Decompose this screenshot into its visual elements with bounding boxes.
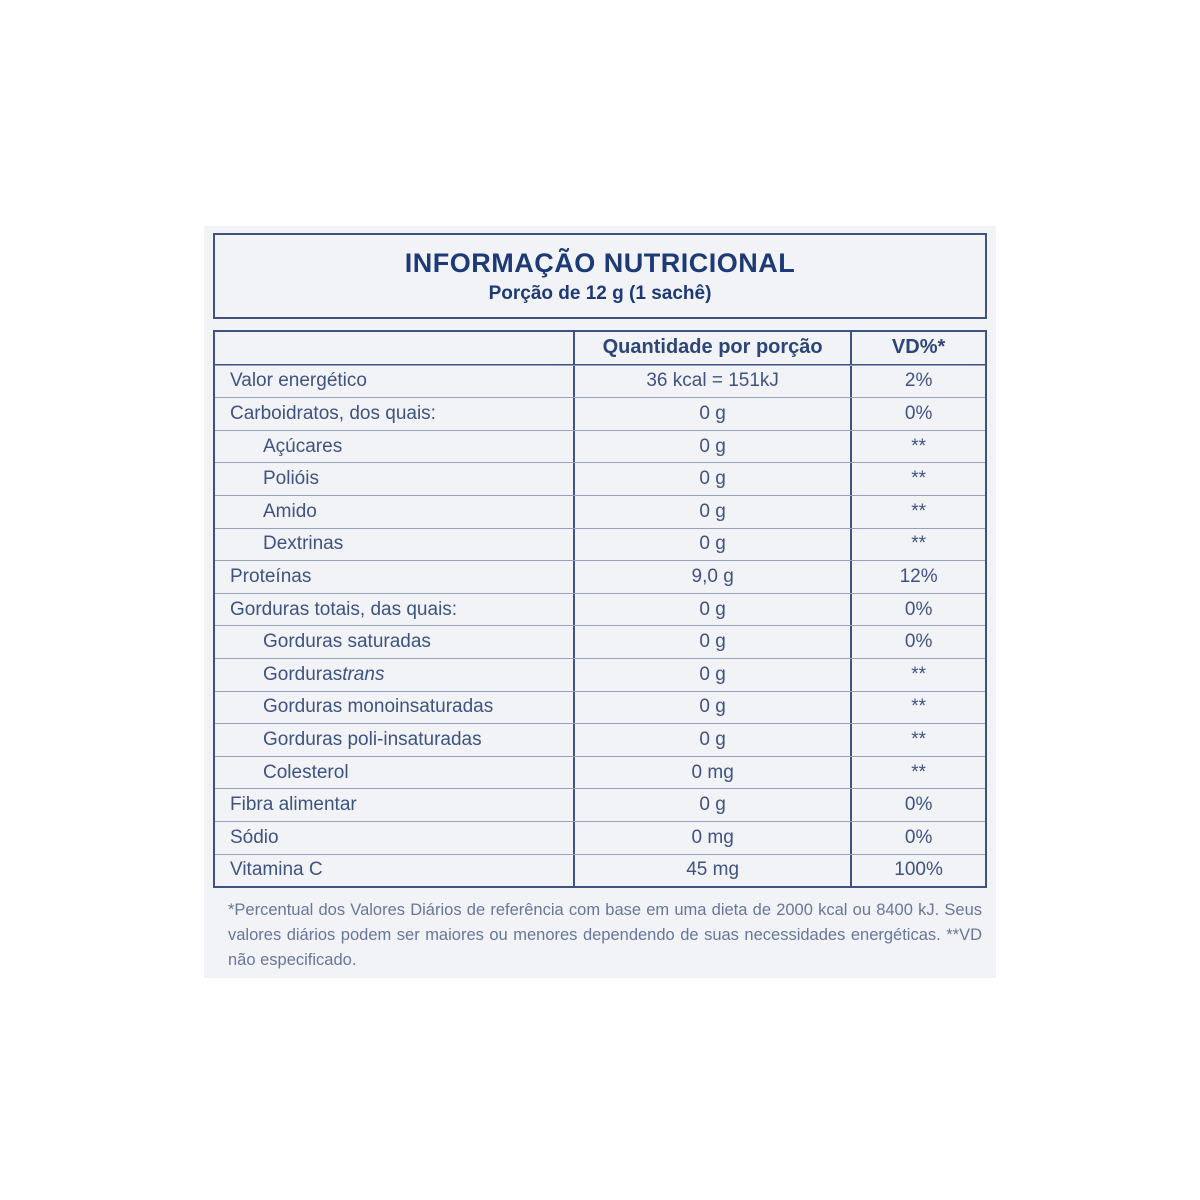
table-header-row [215,332,985,365]
nutrient-name: Açúcares [263,435,343,457]
nutrient-dv: ** [850,463,985,495]
nutrient-dv: ** [850,431,985,463]
table-row-carboidratos [215,397,985,430]
nutrient-dv: ** [850,757,985,789]
nutrient-dv: ** [850,496,985,528]
nutrient-name: Gorduras poli-insaturadas [263,728,482,750]
table-row-poliois [215,462,985,495]
nutrient-name: Polióis [263,468,319,490]
table-row-gorduras-saturadas [215,625,985,658]
nutrient-dv: 0% [850,822,985,854]
column-header-quantity: Quantidade por porção [573,332,850,364]
nutrient-name: Gorduras saturadas [263,631,431,653]
nutrient-name: Colesterol [263,761,349,783]
table-row-colesterol [215,756,985,789]
nutrient-dv: 100% [850,855,985,887]
nutrient-amount: 9,0 g [573,561,850,593]
nutrient-dv: 0% [850,398,985,430]
nutrient-name: Gorduras totais, das quais: [230,598,458,620]
nutrient-dv: 2% [850,366,985,398]
nutrient-name: Proteínas [230,565,312,587]
nutrient-amount: 36 kcal = 151kJ [573,366,850,398]
table-row-vitamina-c [215,854,985,887]
nutrient-amount: 0 g [573,659,850,691]
table-row-gorduras-poli-insaturadas [215,723,985,756]
nutrient-amount: 0 g [573,463,850,495]
nutrient-name: Gorduras trans [263,663,385,685]
nutrient-dv: 0% [850,789,985,821]
nutrient-name: Valor energético [230,370,367,392]
table-row-fibra-alimentar [215,788,985,821]
table-row-amido [215,495,985,528]
column-header-empty [215,332,573,364]
nutrient-amount: 0 g [573,724,850,756]
nutrition-table [213,330,987,888]
table-row-gorduras-totais [215,593,985,626]
nutrient-amount: 0 mg [573,822,850,854]
label-background [204,226,996,978]
nutrient-amount: 0 g [573,692,850,724]
table-row-proteinas [215,560,985,593]
table-row-gorduras-trans [215,658,985,691]
nutrient-dv: ** [850,529,985,561]
nutrient-name: Dextrinas [263,533,344,555]
nutrient-amount: 45 mg [573,855,850,887]
label-header-box [213,233,987,319]
nutrient-name: Gorduras monoinsaturadas [263,696,494,718]
table-row-valor-energetico [215,365,985,398]
nutrient-name: Vitamina C [230,859,323,881]
nutrient-name: Fibra alimentar [230,794,357,816]
table-row-dextrinas [215,528,985,561]
nutrient-dv: 0% [850,594,985,626]
nutrient-amount: 0 g [573,398,850,430]
nutrient-name: Sódio [230,826,279,848]
nutrient-amount: 0 g [573,626,850,658]
table-row-acucares [215,430,985,463]
nutrient-dv: ** [850,659,985,691]
nutrient-amount: 0 g [573,529,850,561]
nutrient-dv: 12% [850,561,985,593]
column-header-vd: VD%* [850,332,985,364]
nutrient-amount: 0 mg [573,757,850,789]
nutrient-dv: 0% [850,626,985,658]
table-row-sodio [215,821,985,854]
nutrient-name: Amido [263,500,317,522]
label-title: INFORMAÇÃO NUTRICIONAL [404,248,796,278]
nutrient-amount: 0 g [573,594,850,626]
nutrient-dv: ** [850,724,985,756]
nutrient-dv: ** [850,692,985,724]
serving-size-text: Porção de 12 g (1 sachê) [488,283,712,304]
nutrient-amount: 0 g [573,431,850,463]
nutrient-amount: 0 g [573,789,850,821]
nutrient-name: Carboidratos, dos quais: [230,402,436,424]
daily-values-footnote: *Percentual dos Valores Diários de referência com base em uma dieta de 2000 kcal ou 8400 kJ. Seus valores diários podem ser maiores ou menores dependendo de suas necessidades energéticas. **VD não especificado. [228,901,982,969]
table-row-gorduras-monoinsaturadas [215,691,985,724]
nutrient-amount: 0 g [573,496,850,528]
